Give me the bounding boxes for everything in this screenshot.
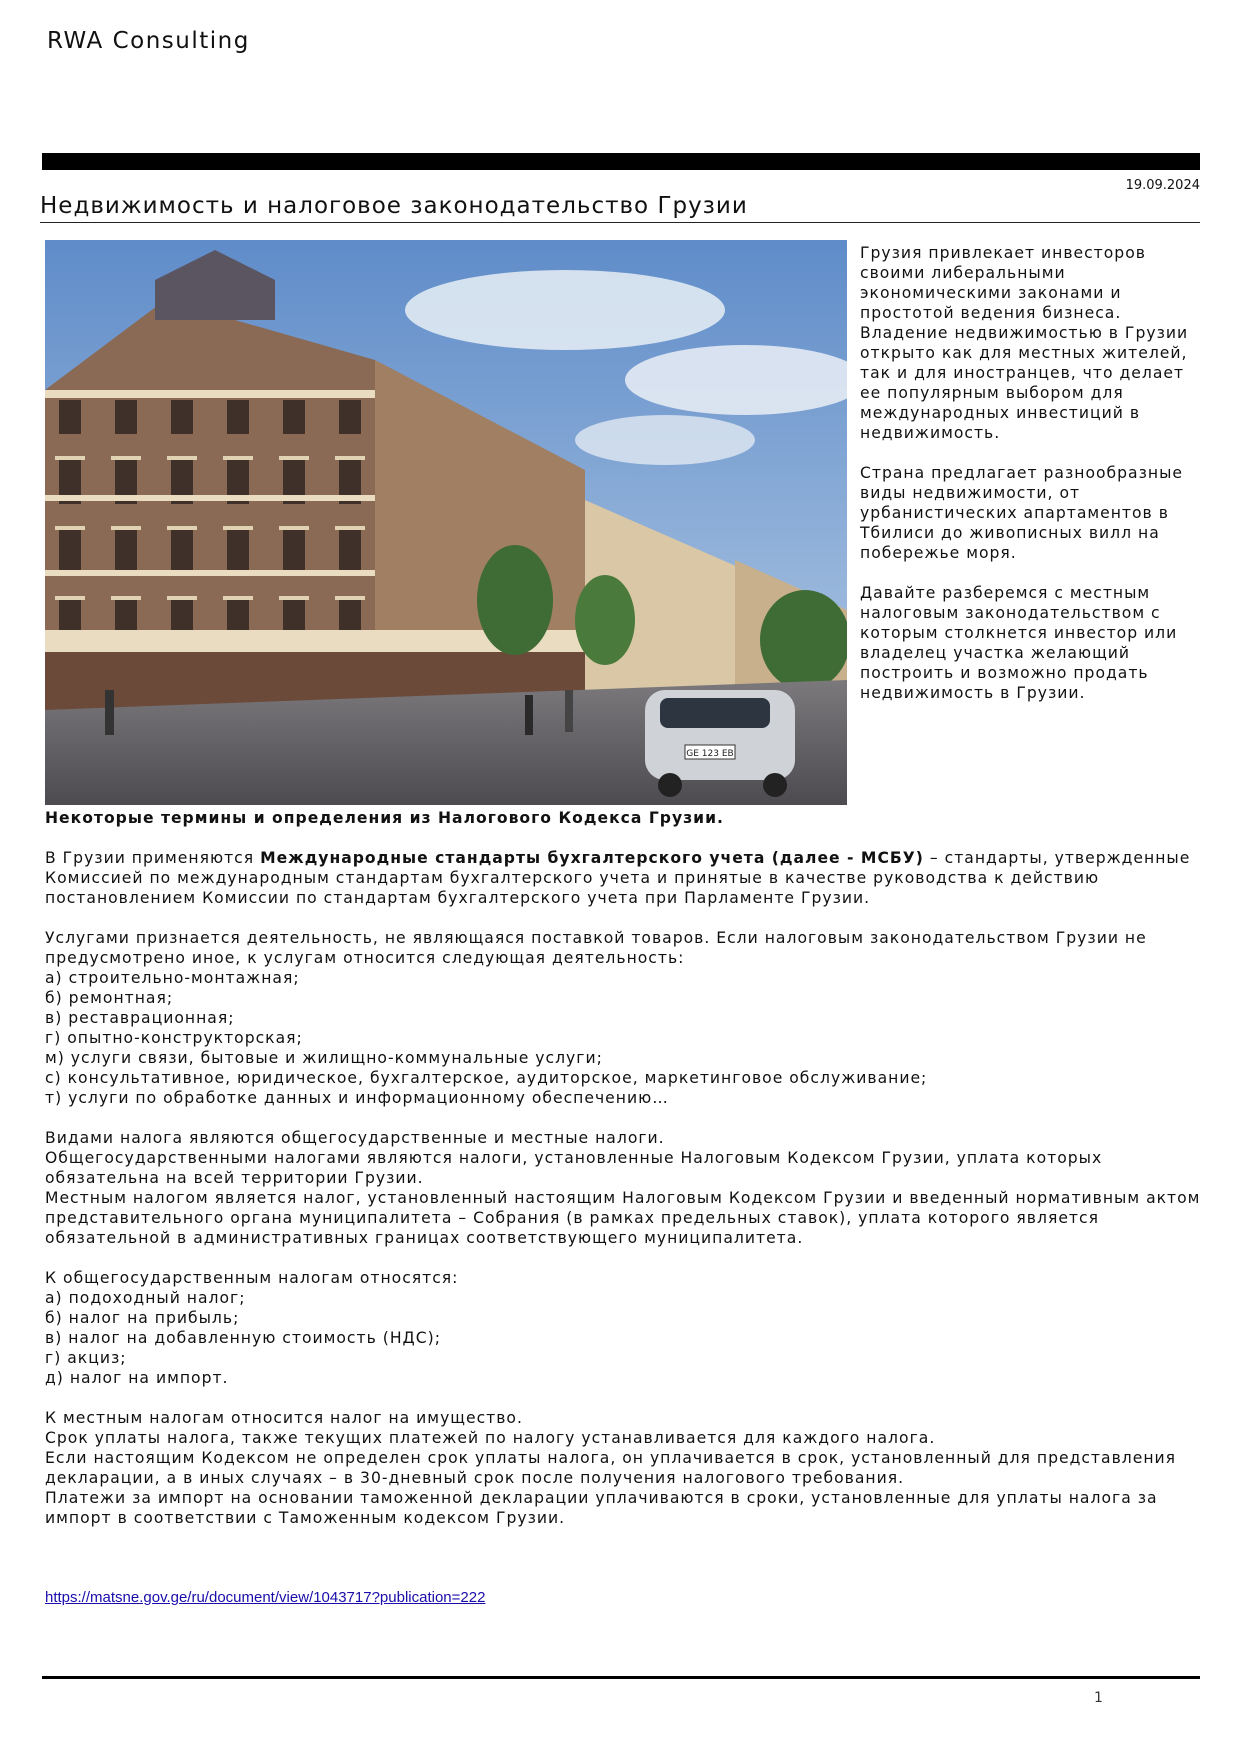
source-link[interactable]: https://matsne.gov.ge/ru/document/view/1043717?publication=222 — [45, 1589, 486, 1606]
header-bar — [42, 153, 1200, 170]
deadlines-paragraph — [45, 1408, 1205, 1528]
list-item: а) строительно-монтажная; — [45, 969, 300, 987]
ifrs-prefix: В Грузии применяются — [45, 849, 261, 867]
national-taxes-list — [45, 1268, 1205, 1388]
page-title: Недвижимость и налоговое законодательство Грузии — [40, 193, 748, 219]
national-taxes-definition: Общегосударственными налогами являются налоги, установленные Налоговым Кодексом Грузии, уплата которых обязательна на всей территории Грузии. — [45, 1149, 1103, 1187]
deadline-text: Срок уплаты налога, также текущих платежей по налогу устанавливается для каждого налога. — [45, 1429, 936, 1447]
footer-divider — [42, 1676, 1200, 1679]
import-payments-text: Платежи за импорт на основании таможенной декларации уплачиваются в сроки, установленные для уплаты налога за импорт в соответствии с Таможенным кодексом Грузии. — [45, 1489, 1158, 1527]
list-item: г) опытно-конструкторская; — [45, 1029, 303, 1047]
section-heading: Некоторые термины и определения из Налогового Кодекса Грузии. — [45, 809, 724, 827]
intro-paragraph: Страна предлагает разнообразные виды недвижимости, от урбанистических апартаментов в Тбилиси до живописных вилл на побережье моря. — [860, 464, 1183, 562]
intro-paragraph: Давайте разберемся с местным налоговым законодательством с которым столкнется инвестор или владелец участка желающий построить и возможно продать недвижимость в Грузии. — [860, 584, 1178, 702]
intro-paragraph: Грузия привлекает инвесторов своими либеральными экономическими законами и простотой ведения бизнеса. Владение недвижимостью в Грузии открыто как для местных жителей, так и для иностранцев, что делает ее популярным выбором для международных инвестиций в недвижимость. — [860, 244, 1189, 442]
deadline-default-text: Если настоящим Кодексом не определен срок уплаты налога, он уплачивается в срок, установленный для представления декларации, а в иных случаях – в 30-дневный срок после получения налогового требования. — [45, 1449, 1177, 1487]
tax-types-paragraph — [45, 1128, 1205, 1248]
page-number: 1 — [1094, 1690, 1103, 1706]
title-divider — [40, 222, 1200, 223]
company-name: RWA Consulting — [47, 28, 250, 54]
intro-column — [860, 243, 1205, 723]
list-item: в) реставрационная; — [45, 1009, 235, 1027]
main-body — [45, 808, 1205, 1548]
list-item: д) налог на импорт. — [45, 1369, 229, 1387]
ifrs-paragraph — [45, 848, 1205, 908]
local-tax-definition: Местным налогом является налог, установленный настоящим Налоговым Кодексом Грузии и введенный нормативным актом представительного органа муниципалитета – Собрания (в рамках предельных ставок), уплата которого является обязательной в административных границах соответствующего муниципалитета. — [45, 1189, 1201, 1247]
list-item: б) ремонтная; — [45, 989, 174, 1007]
services-paragraph — [45, 928, 1205, 1108]
ifrs-definition: – стандарты, утвержденные Комиссией по международным стандартам бухгалтерского учета и принятые в качестве руководства к действию постановлением Комиссии по стандартам бухгалтерского учета при Парламенте Грузии. — [45, 849, 1191, 907]
list-item: т) услуги по обработке данных и информационному обеспечению… — [45, 1089, 669, 1107]
license-plate-text: GE 123 EB — [686, 749, 734, 759]
local-tax-list: К местным налогам относится налог на имущество. — [45, 1409, 523, 1427]
list-item: г) акциз; — [45, 1349, 127, 1367]
tax-types: Видами налога являются общегосударственные и местные налоги. — [45, 1129, 665, 1147]
document-date: 19.09.2024 — [1125, 178, 1200, 193]
list-item: м) услуги связи, бытовые и жилищно-коммунальные услуги; — [45, 1049, 603, 1067]
list-item: в) налог на добавленную стоимость (НДС); — [45, 1329, 441, 1347]
street-photo — [45, 240, 847, 805]
list-item: с) консультативное, юридическое, бухгалтерское, аудиторское, маркетинговое обслуживание; — [45, 1069, 928, 1087]
services-intro: Услугами признается деятельность, не являющаяся поставкой товаров. Если налоговым законодательством Грузии не предусмотрено иное, к услугам относится следующая деятельность: — [45, 929, 1147, 967]
national-list-intro: К общегосударственным налогам относятся: — [45, 1269, 459, 1287]
list-item: а) подоходный налог; — [45, 1289, 246, 1307]
list-item: б) налог на прибыль; — [45, 1309, 240, 1327]
ifrs-term: Международные стандарты бухгалтерского учета (далее - МСБУ) — [260, 849, 924, 867]
